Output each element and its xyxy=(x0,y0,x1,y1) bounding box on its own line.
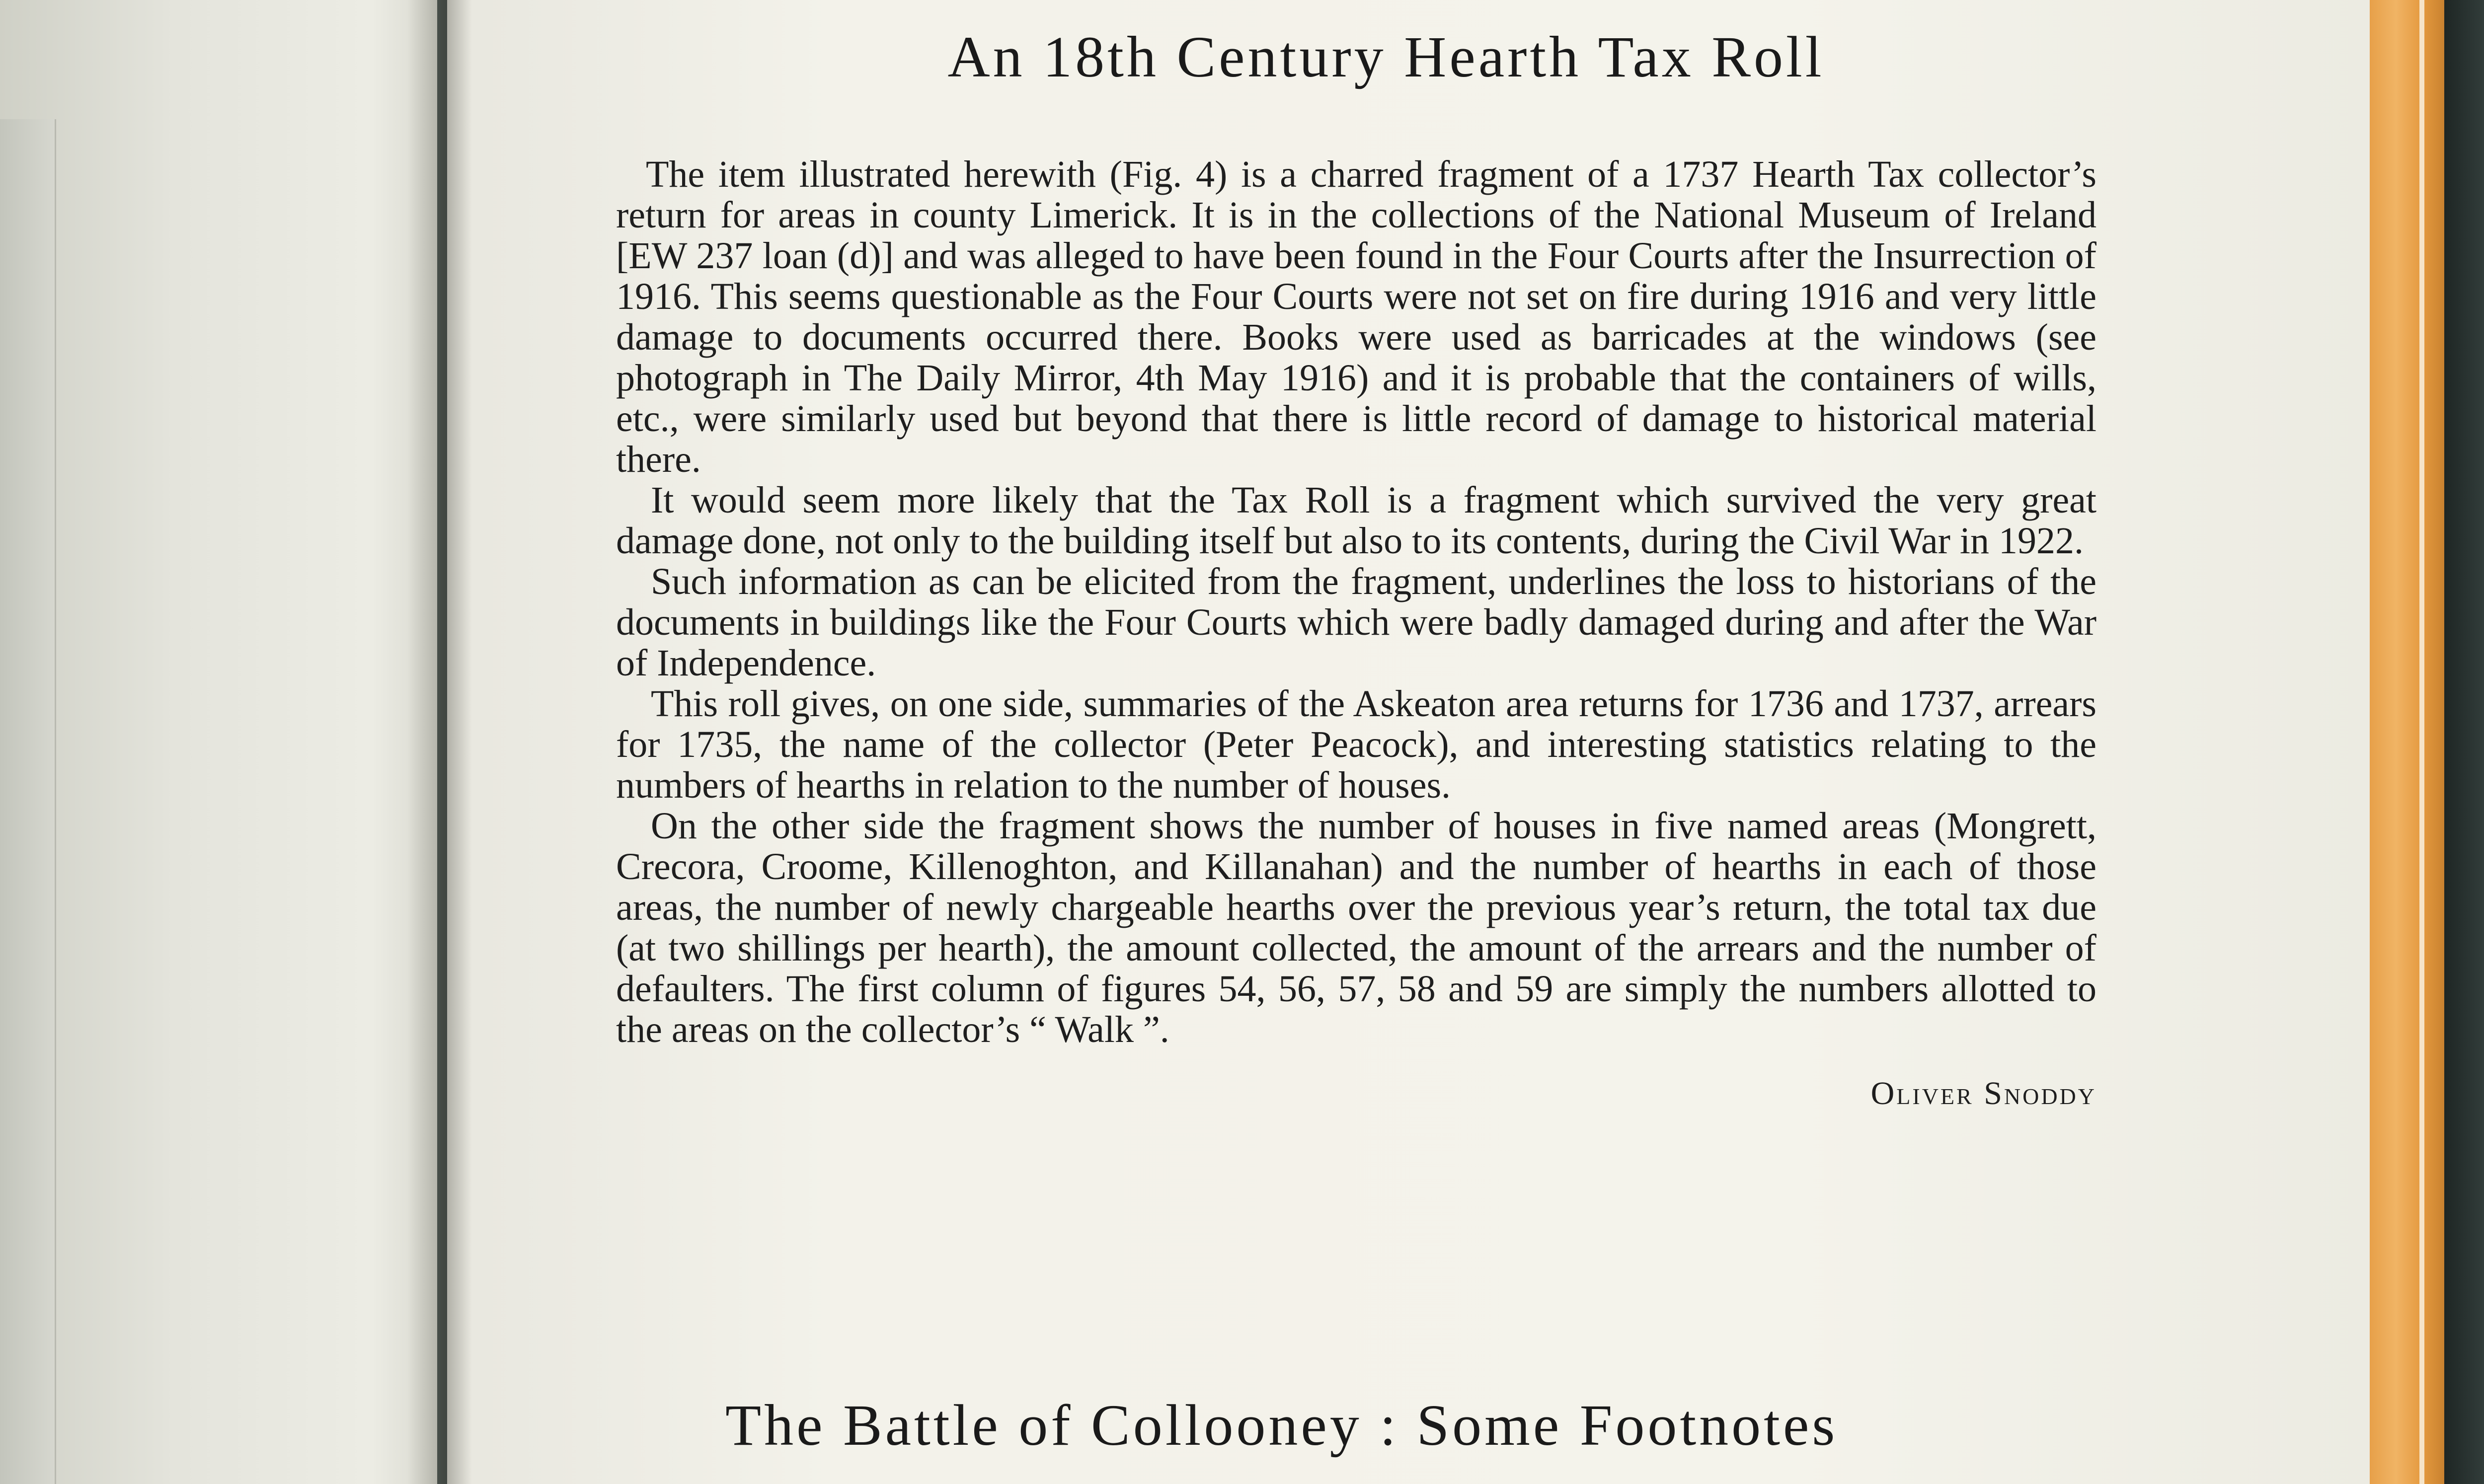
book-cover xyxy=(2444,0,2484,1484)
next-article-title: The Battle of Collooney : Some Footnotes xyxy=(725,1393,1838,1458)
page-underlay xyxy=(0,119,56,1484)
author-signature: Oliver Snoddy xyxy=(1870,1075,2096,1112)
left-page xyxy=(0,0,437,1484)
paragraph: This roll gives, on one side, summaries of the Askeaton area returns for 1736 and 1737, arrears for 1735, the name of the collector (Peter Peacock), and interesting statistics relating to the numbers of hearths in relation to the number of houses. xyxy=(616,683,2096,806)
paragraph: Such information as can be elicited from the fragment, underlines the loss to historians of the documents in buildings like the Four Courts which were badly damaged during and after the War of Independence. xyxy=(616,561,2096,684)
article-body xyxy=(616,154,2096,1050)
article xyxy=(616,20,2096,1113)
book-gutter xyxy=(407,0,472,1484)
paragraph: On the other side the fragment shows the number of houses in five named areas (Mongrett, Crecora, Croome, Killenoghton, and Killanahan) and the number of hearths in each of those areas, the number of newly chargeable hearths over the previous year’s return, the total tax due (at two shillings per hearth), the amount collected, the amount of the arrears and the number of defaulters. The first column of figures 54, 56, 57, 58 and 59 are simply the numbers allotted to the areas on the collector’s “ Walk ”. xyxy=(616,805,2096,1050)
paragraph: The item illustrated herewith (Fig. 4) is a charred fragment of a 1737 Hearth Tax collector’s return for areas in county Limerick. It is in the collections of the National Museum of Ireland [EW 237 loan (d)] and was alleged to have been found in the Four Courts after the Insurrection of 1916. This seems questionable as the Four Courts were not set on fire during 1916 and very little damage to documents occurred there. Books were used as barricades at the windows (see photograph in The Daily Mirror, 4th May 1916) and it is probable that the containers of wills, etc., were similarly used but beyond that there is little record of damage to historical material there. xyxy=(616,153,2096,480)
book-page-edge xyxy=(2370,0,2444,1484)
article-title: An 18th Century Hearth Tax Roll xyxy=(947,24,1825,89)
page-edge-line xyxy=(2419,0,2424,1484)
paragraph: It would seem more likely that the Tax Roll is a fragment which survived the very great damage done, not only to the building itself but also to its contents, during the Civil War in 1922. xyxy=(616,479,2096,562)
